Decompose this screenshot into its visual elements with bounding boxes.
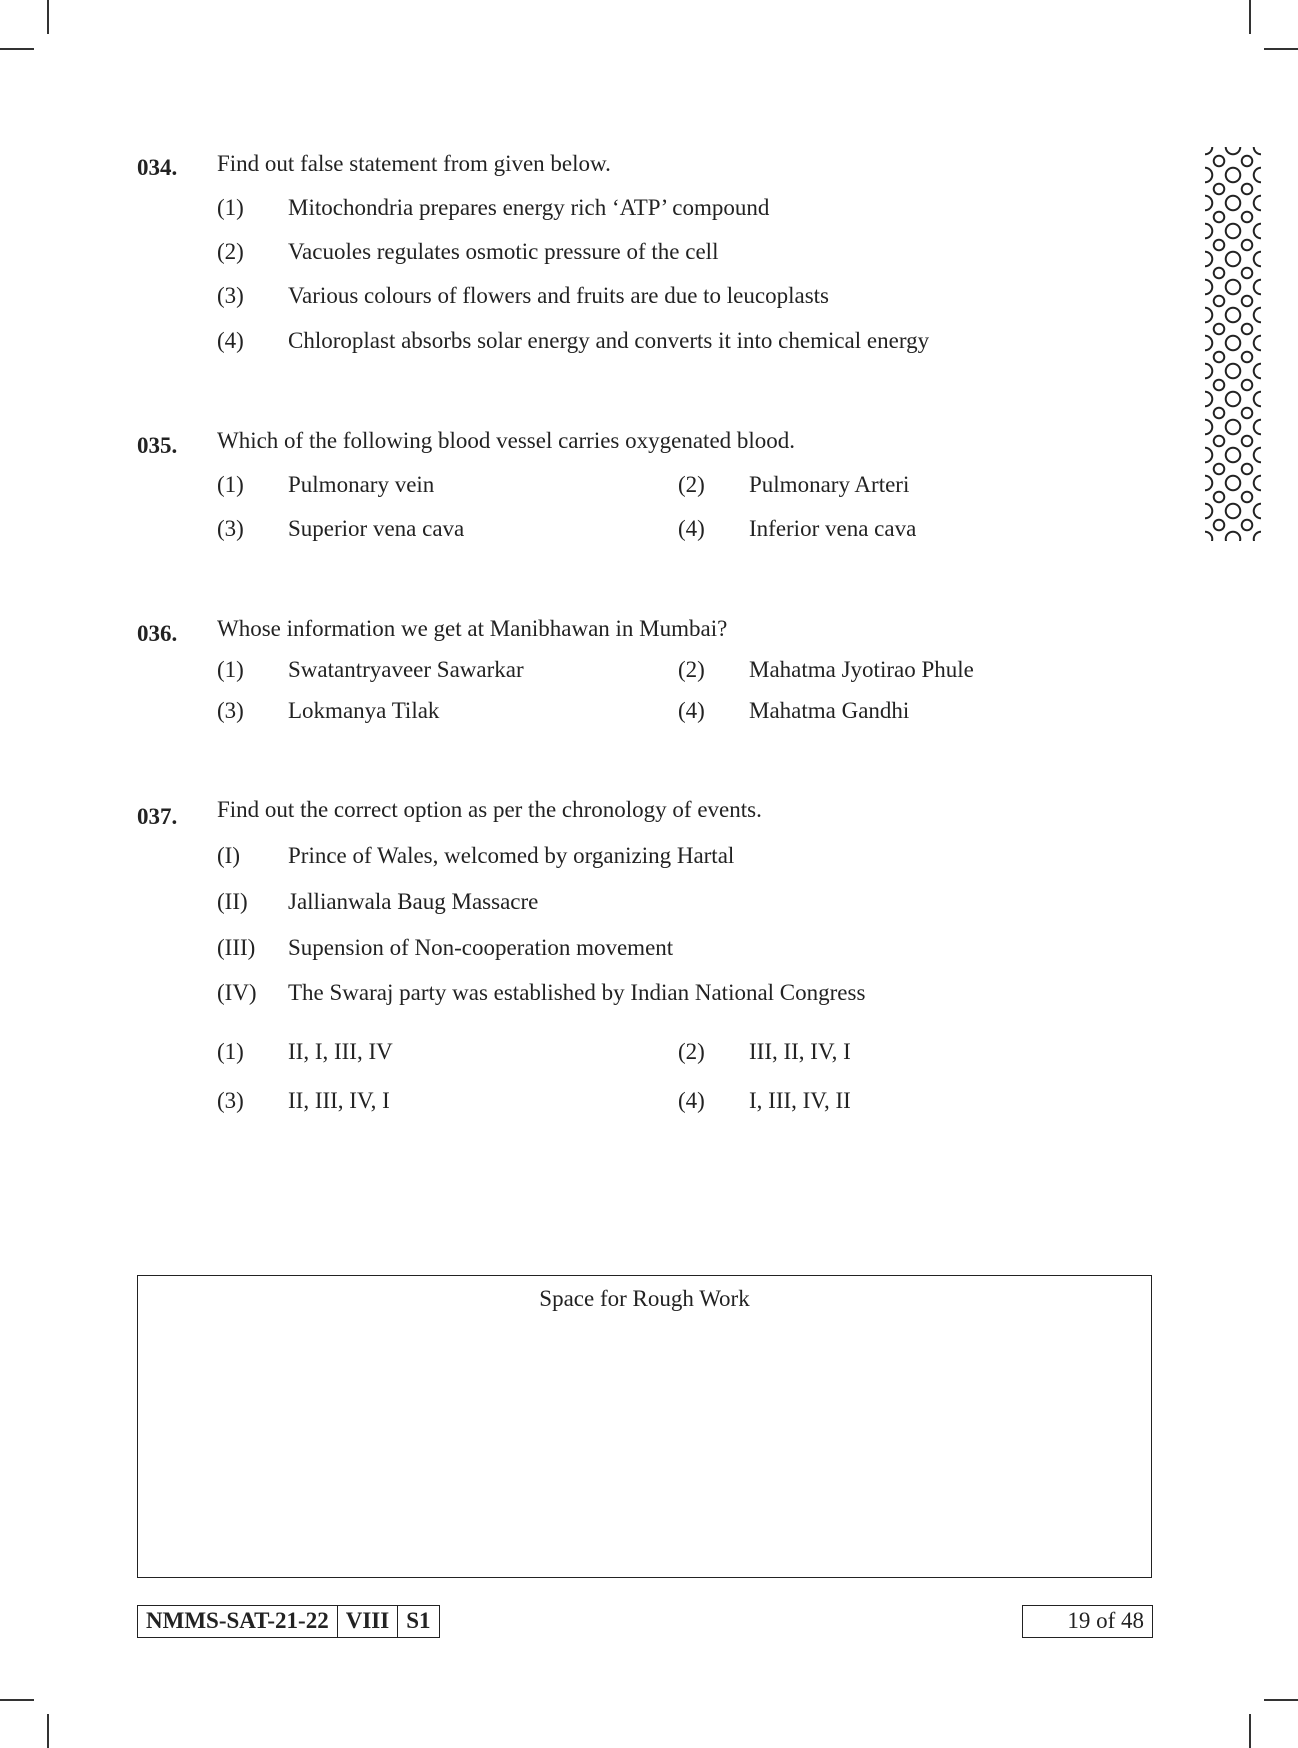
option-number: (2): [678, 472, 705, 497]
option-text: Inferior vena cava: [749, 516, 917, 541]
crop-mark: [1264, 1699, 1298, 1701]
crop-mark: [0, 48, 34, 50]
option-number: (1): [217, 472, 244, 497]
option-text: I, III, IV, II: [749, 1088, 851, 1113]
option-number: (2): [217, 239, 244, 264]
crop-mark: [47, 0, 49, 34]
option-text: Pulmonary Arteri: [749, 472, 910, 497]
question-number: 034.: [137, 155, 178, 180]
question-text: Whose information we get at Manibhawan in Mumbai?: [217, 616, 728, 641]
option-text: Superior vena cava: [288, 516, 465, 541]
statement-number: (I): [217, 843, 240, 868]
option-number: (2): [678, 1039, 705, 1064]
question-number: 037.: [137, 804, 178, 829]
option-text: II, III, IV, I: [288, 1088, 390, 1113]
option-number: (1): [217, 1039, 244, 1064]
option-text: Mitochondria prepares energy rich ‘ATP’ compound: [288, 195, 770, 220]
crop-mark: [1264, 48, 1298, 50]
statement-number: (III): [217, 935, 256, 960]
option-text: II, I, III, IV: [288, 1039, 393, 1064]
option-text: Swatantryaveer Sawarkar: [288, 657, 524, 682]
option-text: Vacuoles regulates osmotic pressure of the cell: [288, 239, 719, 264]
statement-number: (IV): [217, 980, 257, 1005]
option-number: (3): [217, 283, 244, 308]
question-text: Find out false statement from given below.: [217, 151, 611, 176]
question-number: 036.: [137, 621, 178, 646]
statement-text: Supension of Non-cooperation movement: [288, 935, 674, 960]
option-number: (4): [678, 516, 705, 541]
option-text: III, II, IV, I: [749, 1039, 851, 1064]
option-text: Chloroplast absorbs solar energy and converts it into chemical energy: [288, 328, 930, 353]
rough-work-title: Space for Rough Work: [539, 1286, 750, 1311]
question-number: 035.: [137, 433, 178, 458]
statement-text: Prince of Wales, welcomed by organizing Hartal: [288, 843, 735, 868]
paper-code: NMMS-SAT-21-22: [138, 1606, 338, 1637]
question-text: Which of the following blood vessel carries oxygenated blood.: [217, 428, 796, 453]
standard-label: VIII: [338, 1606, 398, 1637]
option-text: Mahatma Gandhi: [749, 698, 910, 723]
option-text: Mahatma Jyotirao Phule: [749, 657, 974, 682]
option-number: (3): [217, 516, 244, 541]
option-number: (1): [217, 657, 244, 682]
option-number: (3): [217, 1088, 244, 1113]
crop-mark: [47, 1714, 49, 1748]
crop-mark: [1249, 1714, 1251, 1748]
option-number: (1): [217, 195, 244, 220]
option-number: (2): [678, 657, 705, 682]
statement-text: The Swaraj party was established by Indian National Congress: [288, 980, 866, 1005]
option-text: Lokmanya Tilak: [288, 698, 440, 723]
option-text: Pulmonary vein: [288, 472, 435, 497]
option-text: Various colours of flowers and fruits are due to leucoplasts: [288, 283, 829, 308]
option-number: (4): [217, 328, 244, 353]
crop-mark: [1249, 0, 1251, 34]
decorative-side-border: [1205, 147, 1261, 541]
option-number: (4): [678, 1088, 705, 1113]
question-text: Find out the correct option as per the chronology of events.: [217, 797, 762, 822]
set-label: S1: [406, 1608, 431, 1633]
rough-work-box[interactable]: [137, 1275, 1152, 1578]
option-number: (3): [217, 698, 244, 723]
statement-text: Jallianwala Baug Massacre: [288, 889, 539, 914]
statement-number: (II): [217, 889, 248, 914]
page-number: 19 of 48: [1022, 1605, 1153, 1638]
paper-code-box: [137, 1605, 440, 1638]
crop-mark: [0, 1699, 34, 1701]
option-number: (4): [678, 698, 705, 723]
